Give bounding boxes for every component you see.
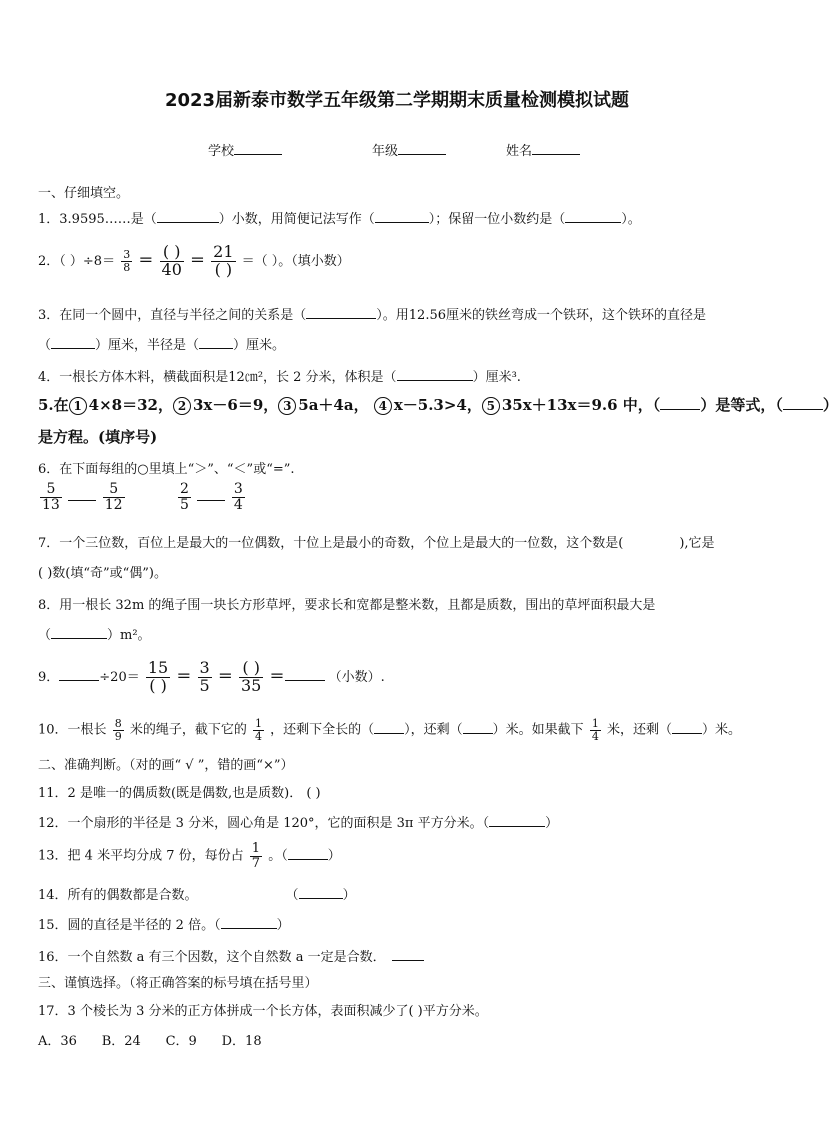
question-3-line-2: （ ）厘米，半径是（ ）厘米。 (38, 338, 286, 353)
q6-compare-blank-1[interactable] (68, 488, 96, 501)
question-5-line-1: 5.在 1 4×8＝32， 2 3x－6＝9， 3 5a＋4a， 4 x－5.3>4， 5 35x＋13x＝9.6 中，（ ）是等式，（ ） (38, 396, 838, 414)
q10-blank-1[interactable] (374, 721, 404, 734)
q9-blank-2[interactable] (285, 668, 325, 681)
question-2: 2．（ ）÷8＝ $\frac{3}{8}$ ＝ $\frac{( )}{40}$ ＝ $\frac{21}{( )}$ ＝（ ）。（填小数） (38, 242, 350, 279)
question-10: 10．一根长 $\frac{8}{9}$ 米的绳子，截下它的 $\frac{1}{4}$ ，还剩下全长的（ ），还剩（ ）米。如果截下 $\frac{1}{4}$ 米，还剩（ ）米。 (38, 717, 741, 743)
question-11: 11．2 是唯一的偶质数(既是偶数,也是质数)． ( ) (38, 786, 321, 801)
school-blank[interactable] (234, 142, 282, 155)
question-15: 15．圆的直径是半径的 2 倍。（ ） (38, 918, 290, 933)
page-title: 2023届新泰市数学五年级第二学期期末质量检测模拟试题 (164, 90, 630, 111)
q9-fraction-1[interactable]: $\frac{15}{( )}$ (147, 658, 169, 695)
q9-fraction-3[interactable]: $\frac{( )}{35}$ (241, 658, 262, 695)
section-2-heading: 二、准确判断。（对的画“ √ ”，错的画“×”） (38, 758, 294, 773)
q3-blank-2[interactable] (51, 336, 95, 349)
question-8-line-1: 8．用一根长 32m 的绳子围一块长方形草坪，要求长和宽都是整米数，且都是质数，围出的草坪面积最大是 (38, 598, 656, 613)
q6-compare-blank-2[interactable] (197, 488, 225, 501)
question-17-options[interactable]: A．36 B．24 C．9 D．18 (38, 1034, 262, 1049)
q14-blank[interactable] (299, 886, 343, 899)
name-blank[interactable] (532, 142, 580, 155)
q3-blank-3[interactable] (199, 336, 233, 349)
q5-blank-2[interactable] (783, 397, 823, 410)
q2-fraction-3[interactable]: $\frac{21}{( )}$ (213, 242, 234, 279)
question-3-line-1: 3．在同一个圆中，直径与半径之间的关系是（ ）。用12.56厘米的铁丝弯成一个铁环，这个铁环的直径是 (38, 308, 706, 323)
section-1-heading: 一、仔细填空。 (38, 186, 130, 201)
q6-pair-2: $\frac{2}{5}$ $\frac{3}{4}$ (180, 481, 243, 513)
q3-blank-1[interactable] (306, 306, 376, 319)
question-16: 16．一个自然数 a 有三个因数，这个自然数 a 一定是合数． (38, 946, 424, 965)
question-12: 12．一个扇形的半径是 3 分米，圆心角是 120°，它的面积是 3π 平方分米。（ ） (38, 816, 559, 831)
question-7-line-2: ( )数(填“奇”或“偶”)。 (38, 566, 168, 581)
q2-fraction-2[interactable]: $\frac{( )}{40}$ (161, 242, 182, 279)
q8-blank[interactable] (51, 626, 107, 639)
q9-blank-1[interactable] (59, 668, 99, 681)
school-field: 学校 (208, 140, 282, 159)
grade-field: 年级 (372, 140, 446, 159)
question-6: 6．在下面每组的○里填上“＞”、“＜”或“=”. (38, 462, 295, 477)
section-3-heading: 三、谨慎选择。（将正确答案的标号填在括号里） (38, 976, 318, 991)
q9-fraction-2: $\frac{3}{5}$ (199, 658, 210, 695)
q5-blank-1[interactable] (660, 397, 700, 410)
q15-blank[interactable] (221, 916, 277, 929)
question-17: 17．3 个棱长为 3 分米的正方体拼成一个长方体，表面积减少了( )平方分米。 (38, 1004, 488, 1019)
question-9: 9． ÷20＝ $\frac{15}{( )}$ ＝ $\frac{3}{5}$ ＝ $\frac{( )}{35}$ ＝ （小数）. (38, 658, 385, 695)
question-13: 13．把 4 米平均分成 7 份，每份占 $\frac{1}{7}$ 。（ ） (38, 841, 341, 871)
q16-blank[interactable] (392, 948, 424, 961)
q6-pair-1: $\frac{5}{13}$ $\frac{5}{12}$ (42, 481, 123, 513)
q10-blank-3[interactable] (672, 721, 702, 734)
name-field: 姓名 (506, 140, 580, 159)
question-4: 4．一根长方体木料，横截面积是12㎝²，长 2 分米，体积是（ ）厘米³. (38, 370, 521, 385)
q1-blank-1[interactable] (157, 210, 219, 223)
q13-blank[interactable] (288, 847, 328, 860)
q10-blank-2[interactable] (463, 721, 493, 734)
question-7-line-1: 7．一个三位数，百位上是最大的一位偶数，十位上是最小的奇数，个位上是最大的一位数，这个数是( ),它是 (38, 536, 715, 551)
q1-blank-2[interactable] (375, 210, 429, 223)
question-8-line-2: （ ）m²。 (38, 628, 151, 643)
q2-fraction-1: $\frac{3}{8}$ (123, 248, 131, 274)
q12-blank[interactable] (489, 814, 545, 827)
grade-blank[interactable] (398, 142, 446, 155)
question-14: 14．所有的偶数都是合数。 （ ） (38, 888, 356, 903)
question-1: 1．3.9595……是（ ）小数，用简便记法写作（ ）；保留一位小数约是（ ）。 (38, 212, 641, 227)
q4-blank[interactable] (397, 368, 473, 381)
question-5-line-2: 是方程。(填序号) (38, 428, 158, 446)
q1-blank-3[interactable] (565, 210, 621, 223)
